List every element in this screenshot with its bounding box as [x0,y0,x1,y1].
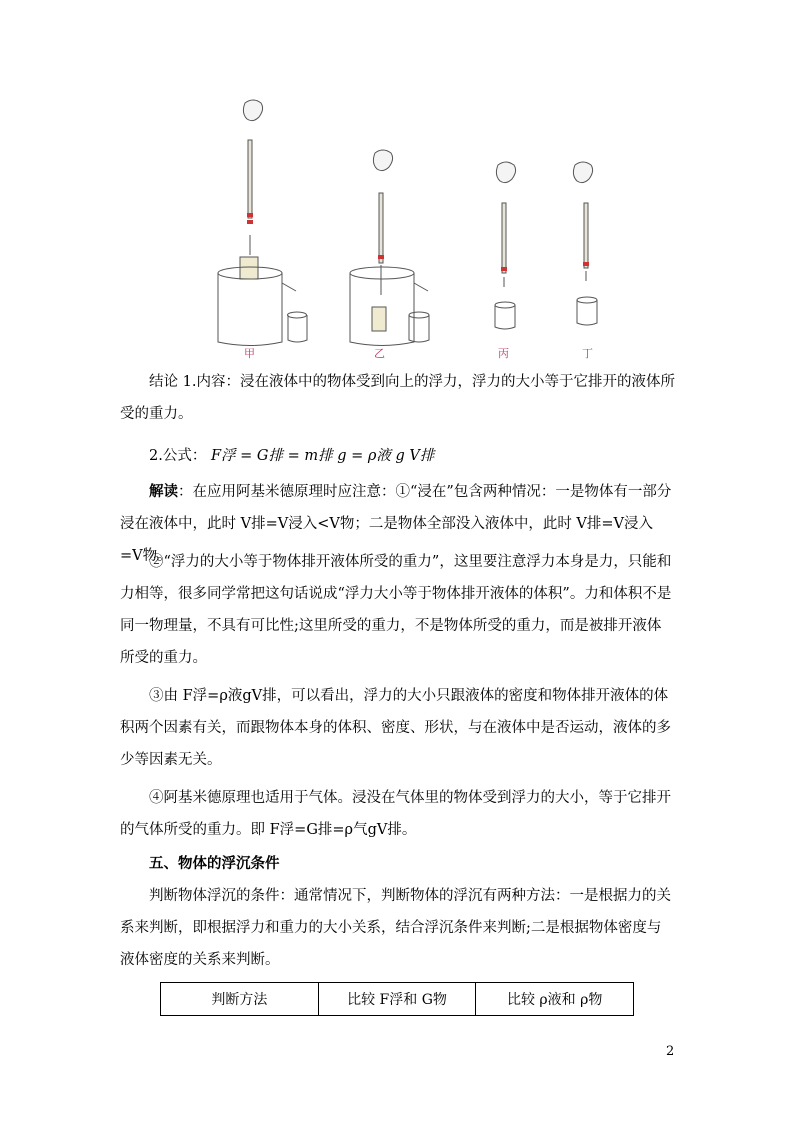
section-body [120,880,675,976]
spring-scale-4 [573,162,592,281]
interpretation-text-1: ：在应用阿基米德原理时应注意：①“浸在”包含两种情况：一是物体有一部分浸在液体中，此时 V排=V浸入<V物；二是物体全部没入液体中，此时 V排=V浸入=V物。 [120,484,672,564]
figure-label-ding: 丁 [582,347,593,360]
overflow-beaker-2 [350,267,429,346]
conclusion-line1: 结论 1.内容：浸在液体中的物体受到向上的浮力，浮力的大小等于它排开的液体所受 [120,374,675,422]
formula-prefix: 2.公式： [149,448,207,464]
figure-label-bing: 丙 [498,347,509,360]
catch-cup-4 [577,297,597,325]
comparison-table [160,982,634,1016]
figure-label-yi: 乙 [374,347,385,360]
interpretation-paragraph-3 [120,680,675,776]
table-header-density: 比较 ρ液和 ρ物 [476,983,634,1016]
section-body-text: 判断物体浮沉的条件：通常情况下，判断物体的浮沉有两种方法：一是根据力的关系来判断，即根据浮力和重力的大小关系，结合浮沉条件来判断;二是根据物体密度与液体密度的关系来判断。 [120,888,671,968]
catch-cup-3 [495,302,515,329]
figure-label-jia: 甲 [244,347,255,360]
overflow-beaker-1 [218,267,307,346]
section-heading: 五、物体的浮沉条件 [149,855,280,872]
interpretation-paragraph-4 [120,782,675,846]
experiment-figure [200,95,620,365]
conclusion-line2: 的重力。 [134,406,193,422]
page-number: 2 [666,1044,675,1059]
spring-scale-1 [240,100,263,279]
archimedes-experiment-illustration [200,95,620,365]
spring-scale-3 [496,162,515,287]
table-header-method: 判断方法 [161,983,319,1016]
interpretation-text-3: ③由 F浮=ρ液gV排，可以看出，浮力的大小只跟液体的密度和物体排开液体的体积两个因素有关，而跟物体本身的体积、密度、形状，与在液体中是否运动，液体的多少等因素无关。 [120,688,671,768]
spring-scale-2 [372,150,393,331]
interpretation-paragraph-2 [120,546,675,674]
interpretation-text-2: ②“浮力的大小等于物体排开液体所受的重力”，这里要注意浮力本身是力，只能和力相等，很多同学常把这句话说成“浮力大小等于物体排开液体的体积”。力和体积不是同一物理量，不具有可比性;这里所受的重力，不是物体所受的重力，而是被排开液体所受的重力。 [120,554,672,666]
interpretation-label: 解读 [149,483,178,500]
table-row [161,983,634,1016]
interpretation-text-4: ④阿基米德原理也适用于气体。浸没在气体里的物体受到浮力的大小，等于它排开的气体所受的重力。即 F浮=G排=ρ气gV排。 [120,790,671,838]
table-header-force: 比较 F浮和 G物 [318,983,476,1016]
conclusion-paragraph [120,366,675,430]
formula-line [120,440,675,472]
formula: F浮 = G排 = m排 g = ρ液 g V排 [210,448,435,464]
